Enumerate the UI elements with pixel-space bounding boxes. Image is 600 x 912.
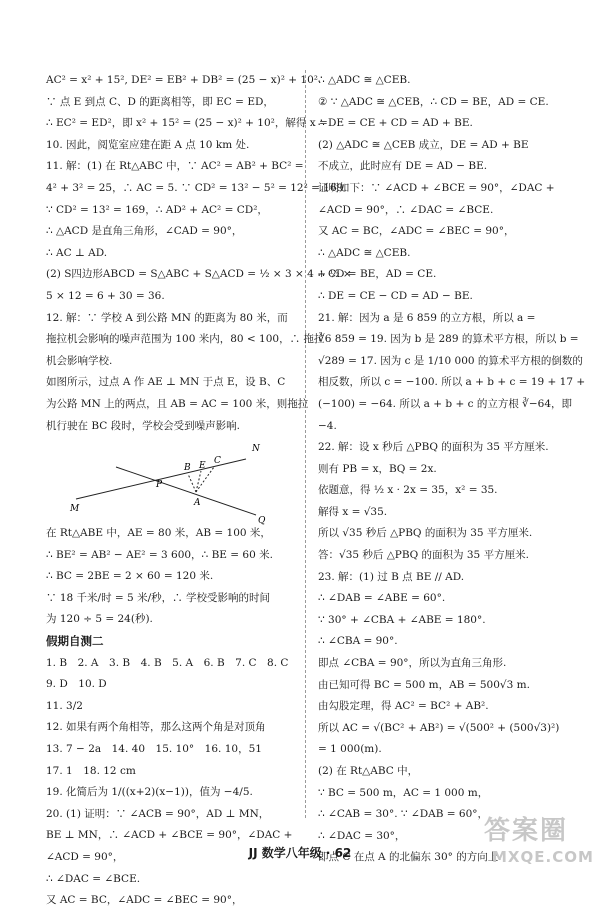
- road-diagram: [46, 437, 296, 527]
- watermark-top: 答案圈: [484, 816, 569, 846]
- right-column-line: √289 = 17. 因为 c 是 1/10 000 的算术平方根的倒数的: [318, 354, 583, 367]
- left-column-line: 19. 化简后为 1/((x+2)(x−1))，值为 −4/5.: [46, 786, 253, 799]
- left-column-line: 1. B 2. A 3. B 4. B 5. A 6. B 7. C 8. C: [46, 656, 289, 669]
- left-column-line: (2) S四边形ABCD = S△ABC + S△ACD = ½ × 3 × 4 + ½ ×: [46, 268, 352, 281]
- right-column-line: ∴ △ADC ≅ △CEB.: [318, 74, 411, 86]
- right-column-line: ∴ ∠CAB = 30°. ∵ ∠DAB = 60°，: [318, 808, 489, 821]
- left-column-line: 拖拉机会影响的噪声范围为 100 米内，80 < 100，∴ 拖拉: [46, 333, 325, 346]
- right-column-line: (2) 在 Rt△ABC 中，: [318, 765, 419, 777]
- right-column-line: ∴ ∠CBA = 90°.: [318, 635, 398, 648]
- right-column-line: 所以 AC = √(BC² + AB²) = √(500² + (500√3)²): [318, 721, 560, 734]
- right-column-line: 23. 解：(1) 过 B 点 BE // AD.: [318, 570, 465, 583]
- figure-label-b: B: [184, 463, 191, 474]
- figure-label-m: M: [70, 504, 80, 515]
- left-column-line: 11. 解：(1) 在 Rt△ABC 中，∵ AC² = AB² + BC² =: [46, 160, 304, 173]
- left-column-line: 10. 因此，阅览室应建在距 A 点 10 km 处.: [46, 138, 250, 151]
- right-column-line: −4.: [318, 419, 337, 432]
- watermark-bottom: MXQE.COM: [492, 848, 594, 866]
- right-column-line: (2) △ADC ≅ △CEB 成立，DE = AD + BE: [318, 138, 529, 151]
- right-column-line: (−100) = −64. 所以 a + b + c 的立方根 ∛−64，即: [318, 397, 573, 410]
- right-column-line: = 1 000(m).: [318, 743, 382, 756]
- left-column-line: 为公路 MN 上的两点，且 AB = AC = 100 米，则拖拉: [46, 397, 309, 410]
- right-column-line: ∠ACD = 90°，∴ ∠DAC = ∠BCE.: [318, 203, 494, 216]
- left-column-line: 假期自测二: [46, 634, 104, 649]
- left-column-line: 5 × 12 = 6 + 30 = 36.: [46, 289, 165, 302]
- figure-label-n: N: [252, 444, 260, 455]
- right-column-line: 即点 C 在点 A 的北偏东 30° 的方向上.: [318, 851, 502, 864]
- left-column-line: ∴ BE² = AB² − AE² = 3 600，∴ BE = 60 米.: [46, 548, 273, 561]
- right-column-line: 22. 解：设 x 秒后 △PBQ 的面积为 35 平方厘米.: [318, 441, 549, 454]
- left-column-line: ∴ AC ⊥ AD.: [46, 246, 108, 259]
- right-column-line: ∛6 859 = 19. 因为 b 是 289 的算术平方根，所以 b =: [318, 333, 579, 346]
- left-column-line: 11. 3/2: [46, 699, 83, 712]
- left-column-line: ∴ EC² = ED²，即 x² + 15² = (25 − x)² + 10²，解得 x =: [46, 117, 328, 130]
- left-column-line: ∵ 18 千米/时 = 5 米/秒，∴ 学校受影响的时间: [46, 591, 270, 604]
- left-column-line: AC² = x² + 15², DE² = EB² + DB² = (25 − x)² + 10².: [46, 74, 322, 86]
- left-column-line: ∠ACD = 90°，: [46, 851, 124, 863]
- figure-label-p: P: [156, 480, 163, 491]
- right-column-line: 由勾股定理，得 AC² = BC² + AB².: [318, 700, 489, 713]
- right-column-line: ∴ △ADC ≅ △CEB.: [318, 246, 411, 259]
- left-column-line: 4² + 3² = 25，∴ AC = 5. ∵ CD² = 13² − 5² = 12² = 169.: [46, 181, 347, 194]
- right-column-line: 则有 PB = x，BQ = 2x.: [318, 462, 437, 475]
- figure-label-q: Q: [258, 516, 266, 527]
- right-column-line: ∴ DE = CE − CD = AD − BE.: [318, 289, 473, 302]
- left-column-line: ∴ BC = 2BE = 2 × 60 = 120 米.: [46, 570, 214, 583]
- left-column-line: 又 AC = BC，∠ADC = ∠BEC = 90°，: [46, 894, 243, 907]
- road-diagram-svg: [46, 437, 296, 527]
- right-column-line: ∴ DE = CE + CD = AD + BE.: [318, 117, 473, 130]
- left-column-line: 12. 解：∵ 学校 A 到公路 MN 的距离为 80 米，而: [46, 311, 288, 324]
- watermark-logo: [478, 808, 596, 874]
- right-column-line: ∴ ∠DAC = 30°，: [318, 829, 406, 842]
- right-column-line: ∵ 30° + ∠CBA + ∠ABE = 180°.: [318, 613, 486, 626]
- right-column-line: 依题意，得 ½ x · 2x = 35，x² = 35.: [318, 484, 498, 497]
- figure-label-c: C: [214, 456, 221, 467]
- left-column-line: 在 Rt△ABE 中，AE = 80 米，AB = 100 米，: [46, 527, 271, 540]
- left-column-line: 为 120 ÷ 5 = 24(秒).: [46, 613, 153, 626]
- right-column-line: 不成立，此时应有 DE = AD − BE.: [318, 160, 488, 173]
- right-column-line: ∴ ∠DAB = ∠ABE = 60°.: [318, 592, 446, 605]
- left-column-line: ∵ CD² = 13² = 169，∴ AD² + AC² = CD²，: [46, 203, 268, 216]
- right-column-line: 由已知可得 BC = 500 m，AB = 500√3 m.: [318, 678, 530, 691]
- left-column-line: 17. 1 18. 12 cm: [46, 764, 136, 777]
- figure-label-a: A: [194, 498, 201, 509]
- left-column-line: ∴ ∠DAC = ∠BCE.: [46, 872, 141, 885]
- left-column-line: 9. D 10. D: [46, 678, 107, 691]
- right-column-line: 证明如下：∵ ∠ACD + ∠BCE = 90°，∠DAC +: [318, 181, 555, 194]
- right-column-line: 又 AC = BC，∠ADC = ∠BEC = 90°，: [318, 225, 515, 238]
- left-column-line: 12. 如果有两个角相等，那么这两个角是对顶角: [46, 721, 266, 734]
- left-column-line: ∴ △ACD 是直角三角形，∠CAD = 90°，: [46, 225, 243, 238]
- right-column-line: ∴ CD = BE，AD = CE.: [318, 268, 437, 281]
- page-footer: JJ 数学八年级 · 62: [248, 846, 352, 860]
- road-pq-line: [116, 467, 256, 515]
- left-column-line: 20. (1) 证明：∵ ∠ACB = 90°，AD ⊥ MN，: [46, 807, 270, 820]
- left-column-line: ∵ 点 E 到点 C、D 的距离相等，即 EC = ED，: [46, 95, 274, 108]
- right-column: [318, 70, 586, 869]
- left-column-line: 13. 7 − 2a 14. 40 15. 10° 16. 10，51: [46, 743, 262, 756]
- right-column-line: 解得 x = √35.: [318, 505, 388, 518]
- right-column-line: 即点 ∠CBA = 90°，所以为直角三角形.: [318, 657, 507, 670]
- right-column-line: ∵ BC = 500 m，AC = 1 000 m，: [318, 786, 489, 799]
- left-column-line: BE ⊥ MN，∴ ∠ACD + ∠BCE = 90°，∠DAC +: [46, 829, 293, 842]
- left-column-line: 机会影响学校.: [46, 354, 113, 367]
- right-column-line: 答：√35 秒后 △PBQ 的面积为 35 平方厘米.: [318, 549, 529, 562]
- right-column-line: 21. 解：因为 a 是 6 859 的立方根，所以 a =: [318, 311, 536, 324]
- right-column-line: 相反数，所以 c = −100. 所以 a + b + c = 19 + 17 +: [318, 376, 586, 389]
- right-column-line: 所以 √35 秒后 △PBQ 的面积为 35 平方厘米.: [318, 527, 533, 540]
- left-column-line: 如图所示，过点 A 作 AE ⊥ MN 于点 E，设 B、C: [46, 376, 286, 389]
- segment-ab: [188, 474, 196, 492]
- figure-label-e: E: [199, 461, 206, 472]
- left-column-line: 机行驶在 BC 段时，学校会受到噪声影响.: [46, 419, 240, 432]
- right-column-line: ② ∵ △ADC ≅ △CEB，∴ CD = BE，AD = CE.: [318, 95, 549, 108]
